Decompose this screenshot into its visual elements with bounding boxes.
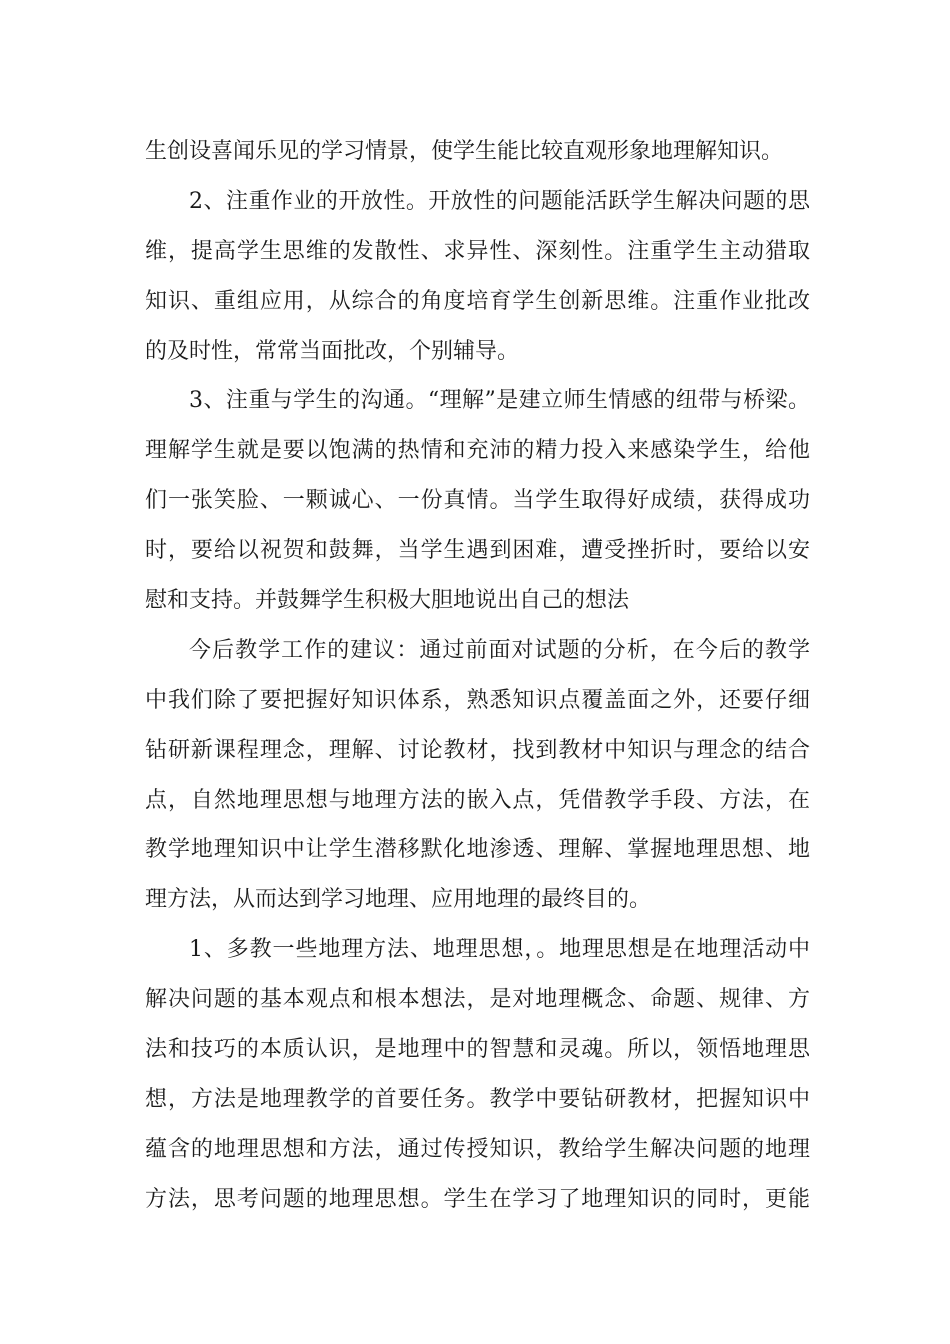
text-line: 2、注重作业的开放性。开放性的问题能活跃学生解决问题的思 xyxy=(189,188,810,214)
text-line: 理方法，从而达到学习地理、应用地理的最终目的。 xyxy=(145,887,652,913)
text-line: 理解学生就是要以饱满的热情和充沛的精力投入来感染学生，给他 xyxy=(145,438,810,464)
text-line: 1、多教一些地理方法、地理思想，。地理思想是在地理活动中 xyxy=(189,937,810,963)
text-line: 时，要给以祝贺和鼓舞，当学生遇到困难，遭受挫折时，要给以安 xyxy=(145,538,810,564)
text-line: 解决问题的基本观点和根本想法，是对地理概念、命题、规律、方 xyxy=(145,987,810,1013)
text-line: 中我们除了要把握好知识体系，熟悉知识点覆盖面之外，还要仔细 xyxy=(145,687,810,713)
text-line: 点，自然地理思想与地理方法的嵌入点，凭借教学手段、方法，在 xyxy=(145,787,810,813)
text-line: 3、注重与学生的沟通。“理解”是建立师生情感的纽带与桥梁。 xyxy=(189,388,810,414)
text-line: 钻研新课程理念，理解、讨论教材，找到教材中知识与理念的结合 xyxy=(145,737,810,763)
text-line: 维，提高学生思维的发散性、求异性、深刻性。注重学生主动猎取 xyxy=(145,238,810,264)
text-line: 教学地理知识中让学生潜移默化地渗透、理解、掌握地理思想、地 xyxy=(145,837,810,863)
document-body xyxy=(145,127,810,1225)
text-line: 的及时性，常常当面批改，个别辅导。 xyxy=(145,338,520,364)
text-line: 蕴含的地理思想和方法，通过传授知识，教给学生解决问题的地理 xyxy=(145,1136,810,1162)
text-line: 生创设喜闻乐见的学习情景，使学生能比较直观形象地理解知识。 xyxy=(145,139,784,164)
text-line: 法和技巧的本质认识，是地理中的智慧和灵魂。所以，领悟地理思 xyxy=(145,1037,810,1063)
text-line: 方法，思考问题的地理思想。学生在学习了地理知识的同时，更能 xyxy=(145,1186,810,1212)
text-line: 想，方法是地理教学的首要任务。教学中要钻研教材，把握知识中 xyxy=(145,1086,810,1112)
text-line: 知识、重组应用，从综合的角度培育学生创新思维。注重作业批改 xyxy=(145,288,810,314)
text-line: 今后教学工作的建议：通过前面对试题的分析，在今后的教学 xyxy=(189,637,810,663)
text-line: 们一张笑脸、一颗诚心、一份真情。当学生取得好成绩，获得成功 xyxy=(145,488,810,514)
text-line: 慰和支持。并鼓舞学生积极大胆地说出自己的想法 xyxy=(145,588,630,614)
